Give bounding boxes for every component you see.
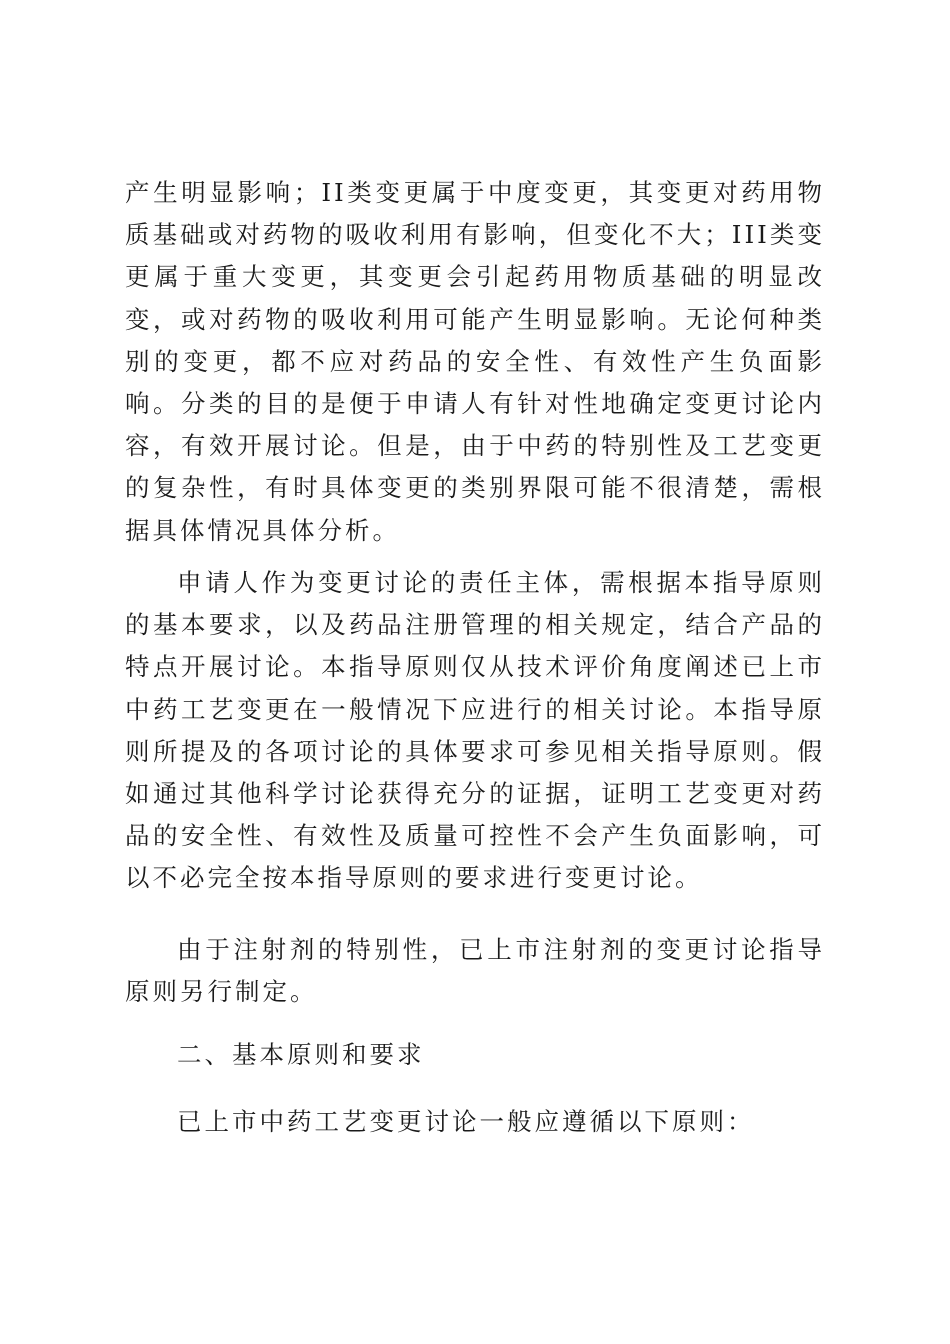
paragraph-change-classification: 产生明显影响；II类变更属于中度变更，其变更对药用物质基础或对药物的吸收利用有影响，但变化不大；III类变更属于重大变更，其变更会引起药用物质基础的明显改变，或对药物的吸收利用可能产生明显影响。无论何种类别的变更，都不应对药品的安全性、有效性产生负面影响。分类的目的是便于申请人有针对性地确定变更讨论内容，有效开展讨论。但是，由于中药的特别性及工艺变更的复杂性，有时具体变更的类别界限可能不很清楚，需根据具体情况具体分析。 bbox=[125, 178, 825, 545]
paragraph-injection-note: 由于注射剂的特别性，已上市注射剂的变更讨论指导原则另行制定。 bbox=[125, 935, 825, 1007]
paragraph-principles-intro: 已上市中药工艺变更讨论一般应遵循以下原则： bbox=[177, 1107, 755, 1136]
section-heading: 二、基本原则和要求 bbox=[177, 1040, 425, 1069]
paragraph-applicant-responsibility: 申请人作为变更讨论的责任主体，需根据本指导原则的基本要求，以及药品注册管理的相关规定，结合产品的特点开展讨论。本指导原则仅从技术评价角度阐述已上市中药工艺变更在一般情况下应进行的相关讨论。本指导原则所提及的各项讨论的具体要求可参见相关指导原则。假如通过其他科学讨论获得充分的证据，证明工艺变更对药品的安全性、有效性及质量可控性不会产生负面影响，可以不必完全按本指导原则的要求进行变更讨论。 bbox=[125, 568, 825, 893]
